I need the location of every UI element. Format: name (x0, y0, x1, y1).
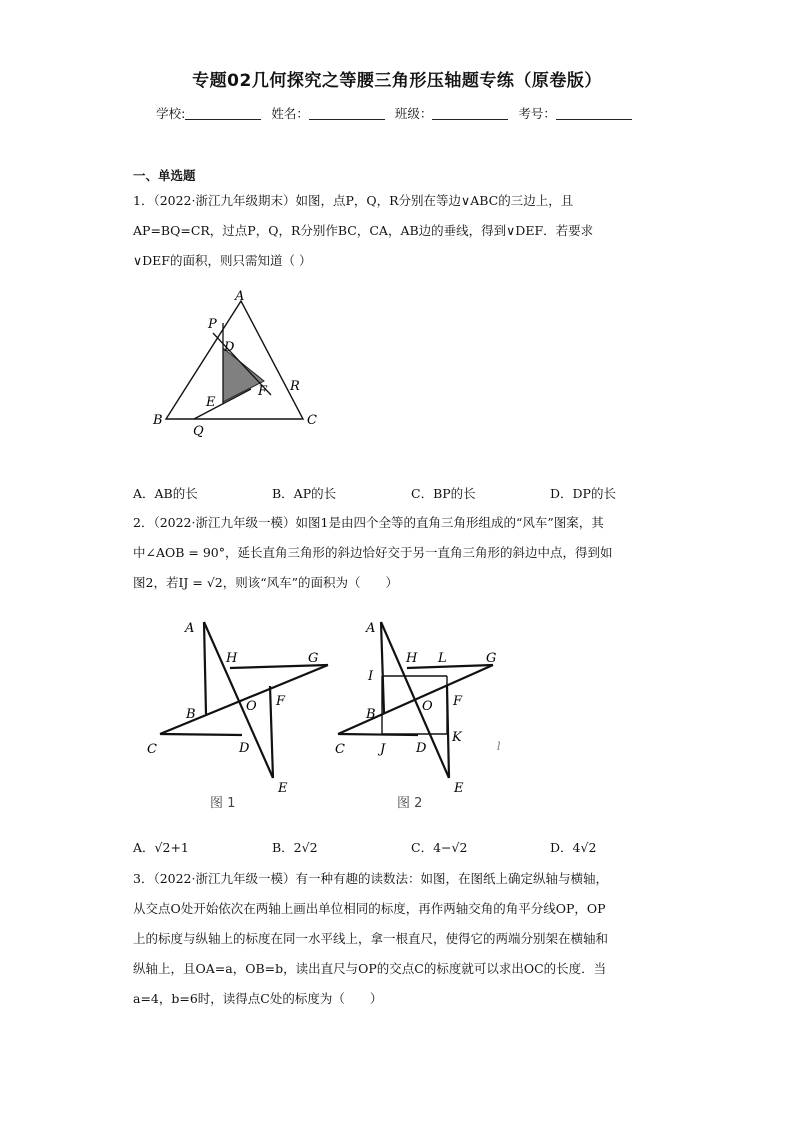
label-A: A (185, 621, 195, 636)
label-B: B (153, 413, 163, 428)
question-1-options (133, 484, 693, 502)
name-label: 姓名： (271, 106, 309, 121)
label-D: D (224, 340, 235, 355)
question-3-line-3: 上的标度与纵轴上的标度在同一水平线上，拿一根直尺，使得它的两端分别架在横轴和 (133, 931, 609, 946)
question-2-figure-2 (330, 610, 530, 815)
school-label: 学校: (156, 106, 186, 121)
label-F: F (453, 694, 463, 709)
label-L: L (438, 651, 447, 666)
question-2-figure-1 (140, 610, 340, 815)
school-blank (185, 119, 261, 120)
question-3-text (133, 864, 663, 1014)
windmill-edge-cd (160, 734, 242, 735)
class-blank (432, 119, 508, 120)
label-A: A (235, 289, 245, 304)
label-H: H (226, 651, 238, 666)
label-C: C (147, 742, 157, 757)
label-Q: Q (193, 424, 204, 439)
label-G: G (486, 651, 497, 666)
option-b[interactable]: B．AP的长 (272, 486, 337, 501)
label-F: F (276, 694, 286, 709)
page-title: 专题02几何探究之等腰三角形压轴题专练（原卷版） (192, 71, 602, 91)
label-R: R (290, 379, 300, 394)
windmill-edge-gh (407, 665, 493, 668)
question-3-line-2: 从交点O处开始依次在两轴上画出单位相同的标度，再作两轴交角的角平分线OP，OP (133, 901, 606, 916)
figure-1-caption: 图 1 (210, 796, 236, 811)
label-O: O (422, 699, 433, 714)
label-D: D (239, 741, 250, 756)
label-E: E (278, 781, 288, 796)
label-B: B (186, 707, 196, 722)
option-d[interactable]: D．DP的长 (550, 486, 616, 501)
section-heading: 一、单选题 (133, 168, 196, 183)
option-d[interactable]: D．4√2 (550, 840, 597, 855)
label-C: C (335, 742, 345, 757)
question-1-line-3: ∨DEF的面积，则只需知道（ ） (133, 253, 312, 268)
exam-number-blank (556, 119, 632, 120)
label-E: E (206, 395, 216, 410)
stray-mark: l (497, 740, 501, 753)
label-F: F (258, 384, 268, 399)
question-2-text (133, 508, 663, 598)
label-G: G (308, 651, 319, 666)
windmill-edge-ef (270, 686, 273, 778)
student-info-line (0, 104, 794, 122)
option-a[interactable]: A．√2+1 (133, 840, 189, 855)
question-1-line-2: AP=BQ=CR，过点P，Q，R分别作BC，CA，AB边的垂线，得到∨DEF．若要求 (133, 223, 594, 238)
label-K: K (452, 730, 462, 745)
label-H: H (406, 651, 418, 666)
question-2-line-3: 图2，若IJ = √2，则该“风车”的面积为（ ） (133, 575, 399, 590)
label-D: D (416, 741, 427, 756)
label-I: I (368, 669, 374, 684)
figure-2-caption: 图 2 (397, 796, 423, 811)
label-C: C (307, 413, 317, 428)
question-1-text (133, 186, 663, 276)
option-a[interactable]: A．AB的长 (133, 486, 198, 501)
question-3-line-4: 纵轴上，且OA=a，OB=b，读出直尺与OP的交点C的标度就可以求出OC的长度．当 (133, 961, 607, 976)
question-2-line-1: 2．（2022·浙江九年级一模）如图1是由四个全等的直角三角形组成的“风车”图案，其 (133, 515, 604, 530)
windmill-edge-ab (204, 622, 206, 714)
option-b[interactable]: B．2√2 (272, 840, 318, 855)
windmill-edge-cg (160, 665, 328, 734)
option-c[interactable]: C．BP的长 (411, 486, 476, 501)
label-J: J (380, 742, 386, 757)
question-2-line-2: 中∠AOB = 90°，延长直角三角形的斜边恰好交于另一直角三角形的斜边中点，得到如 (133, 545, 613, 560)
option-c[interactable]: C．4−√2 (411, 840, 468, 855)
label-E: E (454, 781, 464, 796)
question-3-line-1: 3．（2022·浙江九年级一模）有一种有趣的读数法：如图，在图纸上确定纵轴与横轴， (133, 871, 608, 886)
name-blank (309, 119, 385, 120)
label-P: P (208, 317, 217, 332)
question-1-line-1: 1．（2022·浙江九年级期末）如图，点P，Q，R分别在等边∨ABC的三边上，且 (133, 193, 574, 208)
exam-number-label: 考号： (518, 106, 556, 121)
label-B: B (366, 707, 376, 722)
question-1-figure (140, 285, 340, 440)
class-label: 班级： (394, 106, 433, 121)
question-3-line-5: a=4，b=6时，读得点C处的标度为（ ） (133, 991, 383, 1006)
question-2-options (133, 838, 693, 856)
label-O: O (246, 699, 257, 714)
label-A: A (366, 621, 376, 636)
